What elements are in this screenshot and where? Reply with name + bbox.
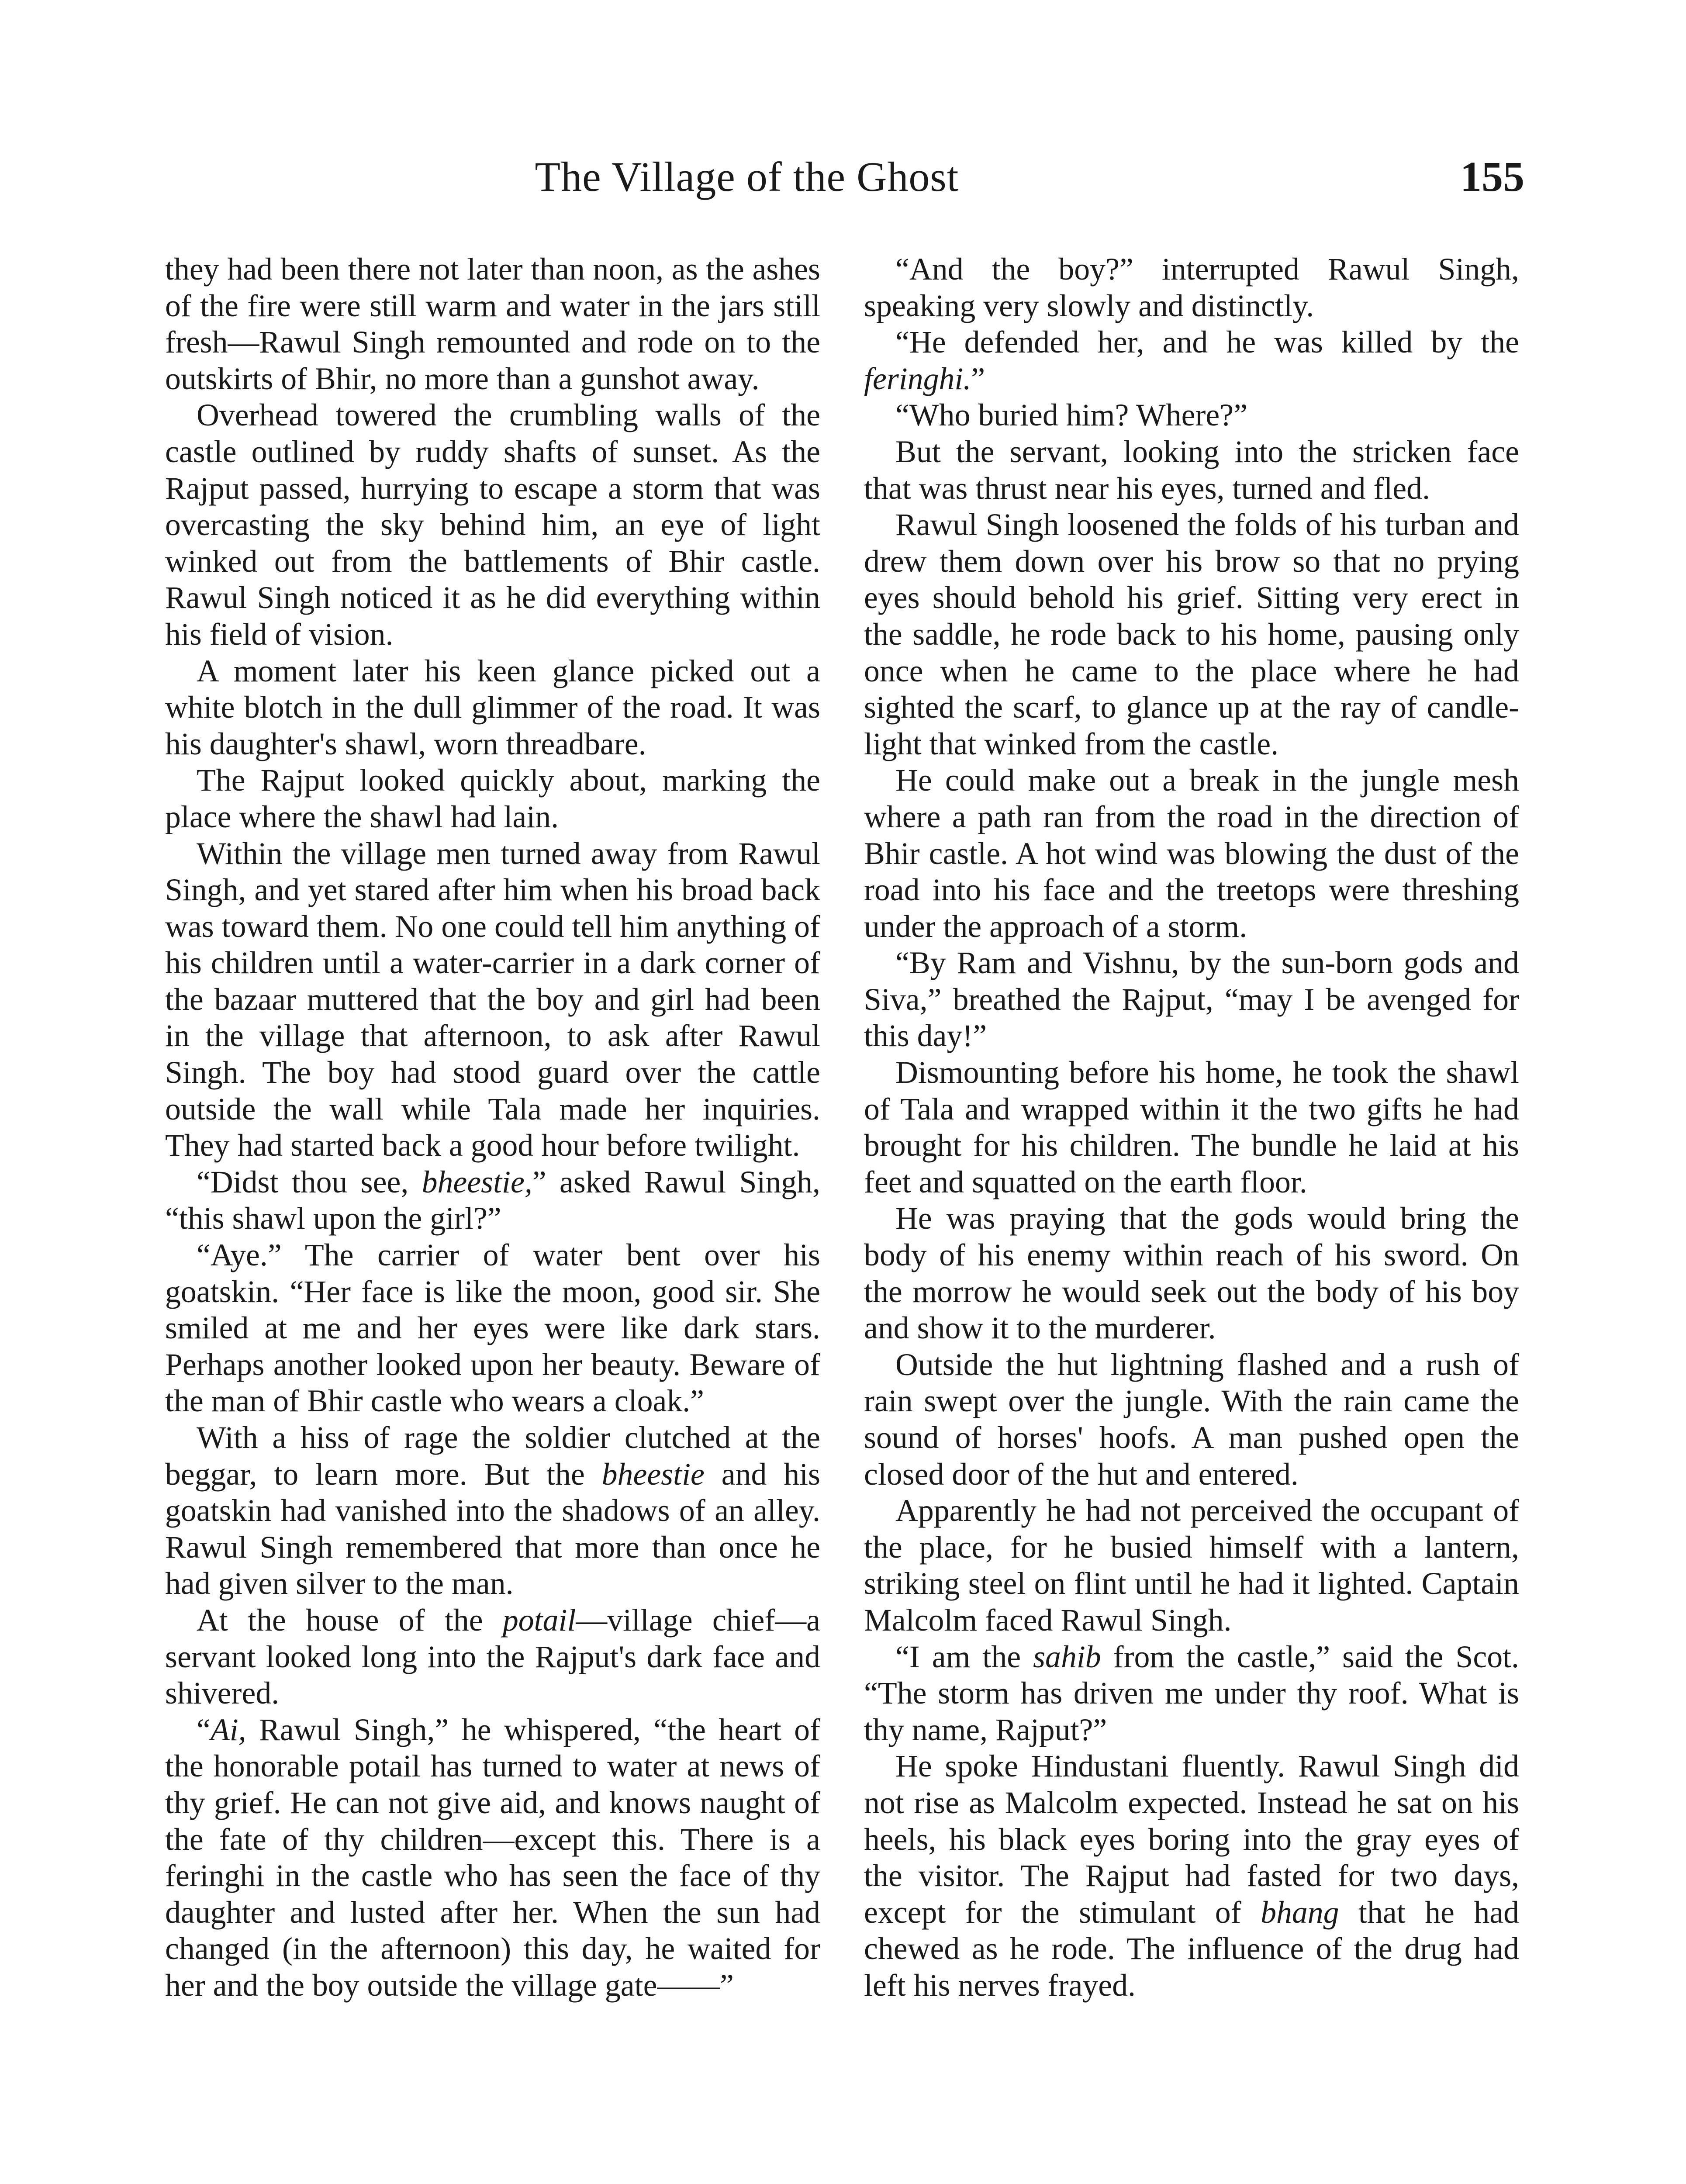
paragraph: Outside the hut lightning flashed and a rush of rain swept over the jungle. With the rain came the sound of horses' hoofs. A man pushed open the closed door of the hut and entered. xyxy=(864,1347,1519,1492)
paragraph: they had been there not later than noon, as the ashes of the fire were still warm and water in the jars still fresh—Rawul Singh remounted and rode on to the outskirts of Bhir, no more than a gunshot away. xyxy=(165,252,820,396)
paragraph: He could make out a break in the jungle mesh where a path ran from the road in the direction of Bhir castle. A hot wind was blowing the dust of the road into his face and the treetops were threshing under the approach of a storm. xyxy=(864,763,1519,944)
paragraph: “And the boy?” interrupted Rawul Singh, speaking very slowly and distinctly. xyxy=(864,252,1519,323)
paragraph: “He defended her, and he was killed by the feringhi.” xyxy=(864,325,1519,396)
page-title: The Village of the Ghost xyxy=(535,153,959,200)
paragraph: But the servant, looking into the stricken face that was thrust near his eyes, turned and fled. xyxy=(864,434,1519,506)
paragraph: A moment later his keen glance picked out a white blotch in the dull glimmer of the road. It was his daughter's shawl, worn threadbare. xyxy=(165,653,820,761)
left-column xyxy=(165,251,820,2004)
paragraph: Within the village men turned away from Rawul Singh, and yet stared after him when his broad back was toward them. No one could tell him anything of his children until a water-carrier in a dark corner of the bazaar muttered that the boy and girl had been in the village that afternoon, to ask after Rawul Singh. The boy had stood guard over the cattle outside the wall while Tala made her inquiries. They had started back a good hour before twilight. xyxy=(165,836,820,1163)
running-header xyxy=(162,151,1524,203)
paragraph: At the house of the potail—village chief—a servant looked long into the Rajput's dark face and shivered. xyxy=(165,1602,820,1711)
paragraph: “Didst thou see, bheestie,” asked Rawul Singh, “this shawl upon the girl?” xyxy=(165,1164,820,1236)
paragraph: Apparently he had not perceived the occupant of the place, for he busied himself with a lantern, striking steel on flint until he had it lighted. Captain Malcolm faced Rawul Singh. xyxy=(864,1493,1519,1638)
paragraph: Dismounting before his home, he took the shawl of Tala and wrapped within it the two gifts he had brought for his children. The bundle he laid at his feet and squatted on the earth floor. xyxy=(864,1055,1519,1199)
paragraph: Rawul Singh loosened the folds of his turban and drew them down over his brow so that no prying eyes should behold his grief. Sitting very erect in the saddle, he rode back to his home, pausing only once when he came to the place where he had sighted the scarf, to glance up at the ray of candle-light that winked from the castle. xyxy=(864,507,1519,761)
paragraph: Overhead towered the crumbling walls of the castle outlined by ruddy shafts of sunset. As the Rajput passed, hurrying to escape a storm that was overcasting the sky behind him, an eye of light winked out from the battlements of Bhir castle. Rawul Singh noticed it as he did everything within his field of vision. xyxy=(165,397,820,652)
paragraph: “By Ram and Vishnu, by the sun-born gods and Siva,” breathed the Rajput, “may I be avenged for this day!” xyxy=(864,945,1519,1054)
paragraph: “I am the sahib from the castle,” said the Scot. “The storm has driven me under thy roof. What is thy name, Rajput?” xyxy=(864,1639,1519,1747)
paragraph: “Aye.” The carrier of water bent over his goatskin. “Her face is like the moon, good sir. She smiled at me and her eyes were like dark stars. Perhaps another looked upon her beauty. Beware of the man of Bhir castle who wears a cloak.” xyxy=(165,1237,820,1419)
page-number: 155 xyxy=(1460,153,1524,200)
paragraph: He spoke Hindustani fluently. Rawul Singh did not rise as Malcolm expected. Instead he sat on his heels, his black eyes boring into the gray eyes of the visitor. The Rajput had fasted for two days, except for the stimulant of bhang that he had chewed as he rode. The influence of the drug had left his nerves frayed. xyxy=(864,1749,1519,2003)
paragraph: The Rajput looked quickly about, marking the place where the shawl had lain. xyxy=(165,763,820,834)
paragraph: “Ai, Rawul Singh,” he whispered, “the heart of the honorable potail has turned to water at news of thy grief. He can not give aid, and knows naught of the fate of thy children—except this. There is a feringhi in the castle who has seen the face of thy daughter and lusted after her. When the sun had changed (in the afternoon) this day, he waited for her and the boy outside the village gate——” xyxy=(165,1712,820,2003)
paragraph: He was praying that the gods would bring the body of his enemy within reach of his sword. On the morrow he would seek out the body of his boy and show it to the murderer. xyxy=(864,1201,1519,1346)
right-column xyxy=(864,251,1519,2004)
paragraph: With a hiss of rage the soldier clutched at the beggar, to learn more. But the bheestie and his goatskin had vanished into the shadows of an alley. Rawul Singh remembered that more than once he had given silver to the man. xyxy=(165,1420,821,1601)
paragraph: “Who buried him? Where?” xyxy=(895,397,1247,433)
